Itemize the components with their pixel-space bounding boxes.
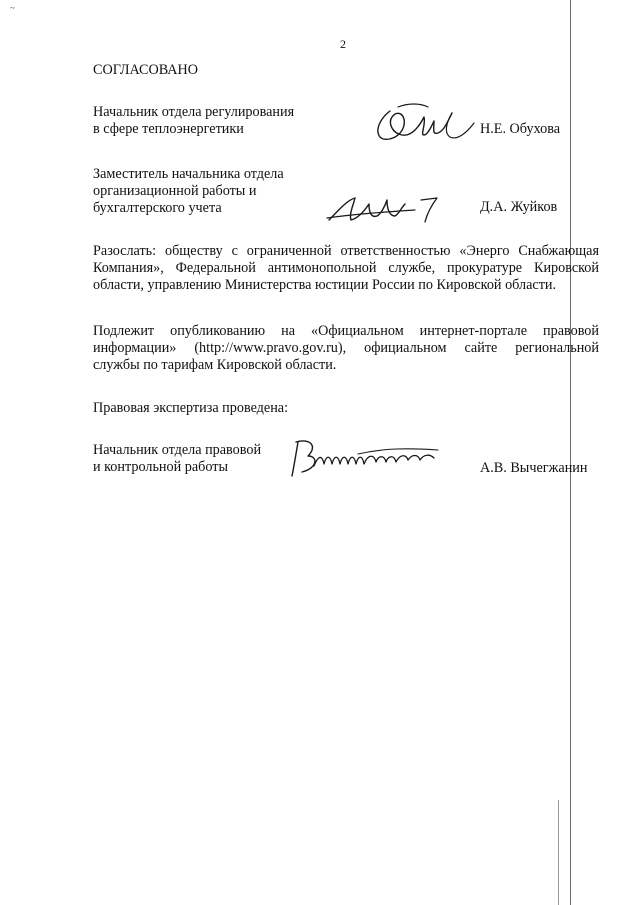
scan-vertical-line [570, 0, 571, 905]
signature-obukhova [368, 95, 478, 152]
publication-line: Подлежит опубликованию на «Официальном интернет-портале правовой [93, 323, 599, 339]
signature-zhuikov [325, 190, 445, 231]
approver-title-line: Начальник отдела регулирования [93, 104, 295, 120]
approver-title-line: в сфере теплоэнергетики [93, 121, 244, 137]
approver-title-2 [93, 166, 284, 217]
legal-signer-title-line: Начальник отдела правовой [93, 442, 262, 458]
distribution-paragraph [93, 243, 599, 294]
legal-signer-name: А.В. Вычегжанин [480, 460, 588, 476]
legal-review-note: Правовая экспертиза проведена: [93, 400, 289, 416]
distribution-line: Компания», Федеральной антимонопольной службе, прокуратуре Кировской [93, 260, 599, 276]
distribution-line: Разослать: обществу с ограниченной ответственностью «Энерго Снабжающая [93, 243, 599, 259]
approver-title-1 [93, 104, 294, 138]
approver-name-2: Д.А. Жуйков [480, 199, 558, 215]
approval-heading: СОГЛАСОВАНО [93, 62, 199, 78]
legal-signer-title [93, 442, 261, 476]
approver-name-1: Н.Е. Обухова [480, 121, 561, 137]
scan-vertical-line-lower [558, 800, 559, 905]
publication-paragraph [93, 323, 599, 374]
publication-line: информации» (http://www.pravo.gov.ru), официальном сайте региональной [93, 340, 599, 356]
approver-title-line: бухгалтерского учета [93, 200, 222, 216]
approver-title-line: организационной работы и [93, 183, 257, 199]
legal-signer-title-line: и контрольной работы [93, 459, 228, 475]
scan-corner-mark: ~ [10, 3, 15, 13]
distribution-line: области, управлению Министерства юстиции России по Кировской области. [93, 277, 557, 293]
approver-title-line: Заместитель начальника отдела [93, 166, 284, 182]
publication-line: службы по тарифам Кировской области. [93, 357, 337, 373]
page-number: 2 [340, 37, 346, 51]
signature-vychegzhanin [288, 436, 448, 485]
